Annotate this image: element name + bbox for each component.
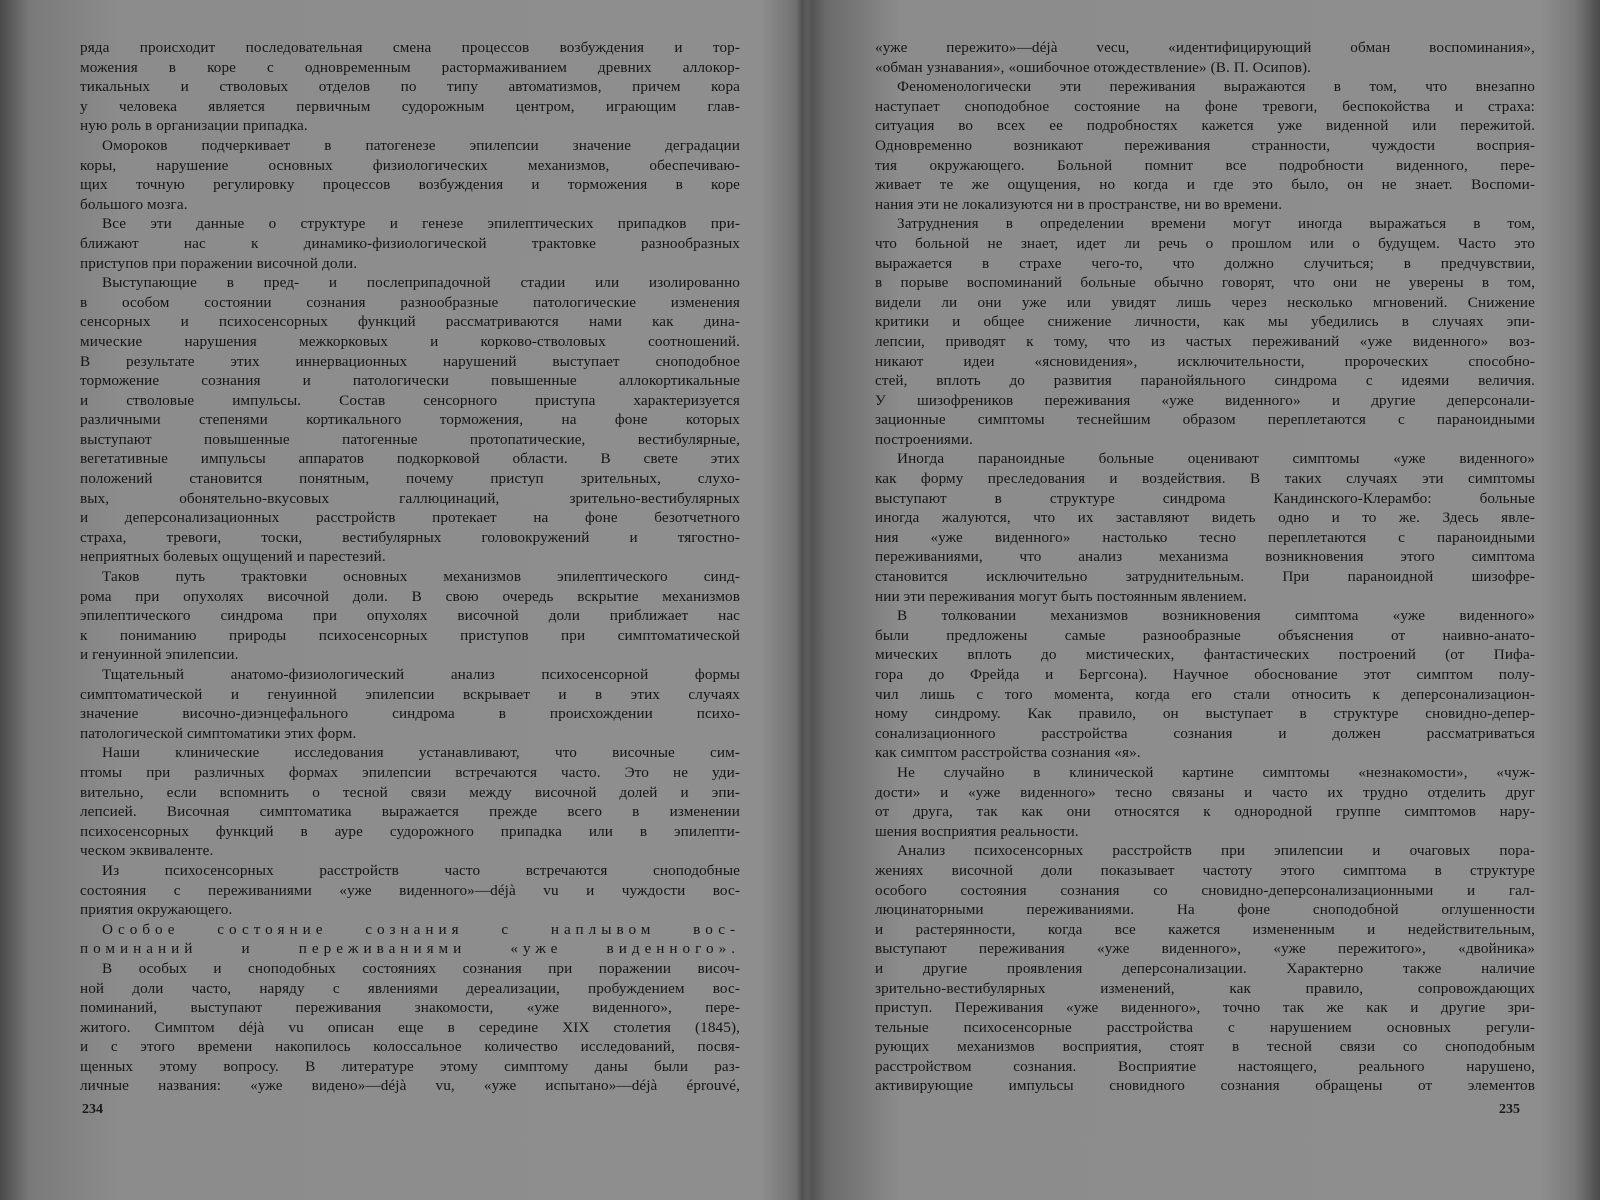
- text-line: к пониманию природы психосенсорных приступов при симптоматической: [80, 626, 740, 644]
- text-line: лепсией. Височная симптоматика выражается прежде всего в изменении: [80, 803, 740, 821]
- text-line: тельные психосенсорные расстройства с нарушением основных регули-: [875, 1018, 1535, 1036]
- text-line: видели ли они уже или увидят лишь через несколько мгновений. Снижение: [875, 293, 1535, 311]
- text-line: люцинаторными переживаниями. На фоне сноподобной оглушенности: [875, 901, 1535, 919]
- text-line: критики и общее снижение личности, как мы убедились в случаях эпи-: [875, 313, 1535, 331]
- text-line: тия окружающего. Больной помнит все подробности виденного, пере-: [875, 156, 1535, 174]
- text-line: и стволовые импульсы. Состав сенсорного приступа характеризуется: [80, 391, 740, 409]
- text-line: гора до Фрейда и Бергсона). Научное обоснование этот симптом полу-: [875, 666, 1535, 683]
- text-line: можения в коре с одновременным растормаживанием древних аллокор-: [80, 58, 740, 76]
- text-line: дости» и «уже виденного» тесно связаны и часто их трудно отделить друг: [875, 783, 1535, 801]
- text-line: выступают переживания «уже виденного», «уже пережитого», «двойника»: [875, 940, 1535, 958]
- text-line: птомы при различных формах эпилепсии встречаются часто. Это не уди-: [80, 763, 740, 781]
- text-line: большого мозга.: [80, 195, 188, 213]
- text-line: ситуация во всех ее подробностях кажется уже виденной или пережитой.: [875, 117, 1535, 135]
- text-line: шения восприятия реальности.: [875, 822, 1079, 840]
- text-line: выступают в структуре синдрома Кандинского-Клерамбо: больные: [875, 489, 1535, 507]
- text-line: Затруднения в определении времени могут иногда выражаться в том,: [897, 215, 1535, 233]
- left-page-text: [80, 38, 740, 1096]
- text-line: ную роль в организации припадка.: [80, 117, 308, 135]
- text-line: торможение сознания и патологически повышенные аллокортикальные: [80, 372, 740, 390]
- text-line: рующих механизмов восприятия, стоят в тесной связи со сноподобным: [875, 1038, 1535, 1056]
- text-line: Особое состояние сознания с наплывом вос-: [102, 920, 740, 938]
- text-line: неприятных болевых ощущений и парестезий.: [80, 548, 386, 566]
- text-line: щенных этому вопросу. В литературе этому симптому даны были раз-: [80, 1057, 740, 1075]
- text-line: патологической симптоматики этих форм.: [80, 724, 357, 742]
- text-line: щих точную регулировку процессов возбуждения и торможения в коре: [80, 176, 740, 194]
- text-line: активирующие импульсы сновидного сознания обращены от элементов: [875, 1077, 1535, 1095]
- text-line: у человека является первичным судорожным центром, играющим глав-: [80, 97, 740, 115]
- text-line: В результате этих иннервационных нарушений выступает сноподобное: [80, 352, 740, 370]
- text-line: поминаний, выступают переживания знакомости, «уже виденного», пере-: [80, 999, 740, 1017]
- text-line: Омороков подчеркивает в патогенезе эпилепсии значение деградации: [102, 136, 740, 154]
- text-line: поминаний и переживаниями «уже виденного».: [80, 940, 740, 958]
- text-line: были предложены самые разнообразные объяснения от наивно-анато-: [875, 626, 1535, 644]
- text-line: ному синдрому. Как правило, он выступает в структуре сновидно-депер-: [875, 705, 1535, 723]
- text-line: как форму преследования и воздействия. В таких случаях эти симптомы: [875, 470, 1535, 488]
- text-line: что больной не знает, идет ли речь о прошлом или о будущем. Часто это: [875, 234, 1535, 252]
- text-line: вительно, если вспомнить о тесной связи между височной долей и эпи-: [80, 783, 740, 801]
- text-line: психосенсорных функций в ауре судорожного припадка или в эпилепти-: [80, 822, 740, 840]
- text-line: ния «уже виденного» настолько тесно переплетаются с параноидными: [875, 528, 1535, 546]
- text-line: значение височно-диэнцефального синдрома в происхождении психо-: [80, 705, 740, 723]
- text-line: вых, обонятельно-вкусовых галлюцинаций, зрительно-вестибулярных: [80, 489, 740, 507]
- text-line: стей, вплоть до развития паранойяльного синдрома с идеями величия.: [875, 372, 1535, 390]
- text-line: различными степенями кортикального торможения, на фоне которых: [80, 411, 740, 429]
- text-line: страха, тревоги, тоски, вестибулярных головокружений и тягостно-: [80, 528, 740, 546]
- left-page: [60, 28, 760, 1178]
- text-line: вегетативные импульсы аппаратов подкорковой области. В свете этих: [80, 450, 740, 468]
- text-line: зационные симптомы теснейшим образом переплетаются с параноидными: [875, 411, 1535, 429]
- text-line: живает те же ощущения, но когда и где это было, он не знает. Воспоми-: [875, 176, 1535, 194]
- text-line: ной доли часто, наряду с явлениями дереализации, пробуждением вос-: [80, 979, 740, 997]
- text-line: Выступающие в пред- и послеприпадочной стадии или изолированно: [102, 274, 740, 292]
- right-page: [850, 28, 1550, 1178]
- text-line: нии эти переживания могут быть постоянным явлением.: [875, 587, 1247, 605]
- text-line: и растерянности, когда все кажется измененным и недействительным,: [875, 920, 1535, 938]
- text-line: «уже пережито»—déjà vecu, «идентифицирующий обман воспоминания»,: [875, 39, 1535, 56]
- text-line: сонализационного расстройства сознания и должен рассматриваться: [875, 724, 1535, 742]
- text-line: Анализ психосенсорных расстройств при эпилепсии и очаговых пора-: [897, 842, 1535, 860]
- right-page-number: 235: [1499, 1102, 1520, 1117]
- text-line: мических вплоть до мистических, фантастических построений (от Пифа-: [875, 646, 1535, 664]
- right-page-text: [875, 38, 1535, 1096]
- text-line: иногда жалуются, что их заставляют видеть одно и то же. Здесь явле-: [875, 509, 1535, 527]
- text-line: тикальных и стволовых отделов по типу автоматизмов, причем кора: [80, 78, 740, 96]
- text-line: и деперсонализационных расстройств протекает на фоне безотчетного: [80, 509, 740, 527]
- left-page-number: 234: [82, 1102, 103, 1117]
- text-line: приступов при поражении височной доли.: [80, 254, 358, 272]
- text-line: Все эти данные о структуре и генезе эпилептических припадков при-: [102, 215, 740, 233]
- text-line: Не случайно в клинической картине симптомы «незнакомости», «чуж-: [897, 763, 1535, 781]
- text-line: сенсорных и психосенсорных функций рассматриваются нами как дина-: [80, 313, 740, 331]
- text-line: В толковании механизмов возникновения симптома «уже виденного»: [897, 607, 1535, 625]
- text-line: «обман узнавания», «ошибочное отождествление» (В. П. Осипов).: [875, 58, 1312, 76]
- text-line: мические нарушения межкорковых и корково-стволовых соотношений.: [80, 332, 740, 350]
- text-line: и другие проявления деперсонализации. Характерно также наличие: [875, 959, 1535, 977]
- text-line: Таков путь трактовки основных механизмов эпилептического синд-: [102, 568, 740, 586]
- text-line: Из психосенсорных расстройств часто встречаются сноподобные: [102, 861, 740, 879]
- text-line: нания эти не локализуются ни в пространстве, ни во времени.: [875, 195, 1283, 213]
- text-line: Одновременно возникают переживания странности, чуждости восприя-: [875, 136, 1535, 154]
- text-line: Тщательный анатомо-физиологический анализ психосенсорной формы: [102, 666, 740, 683]
- text-line: личные названия: «уже видено»—déjà vu, «уже испытано»—déjà éprouvé,: [80, 1077, 740, 1095]
- text-line: особого состояния сознания со сновидно-деперсонализационными и гал-: [875, 881, 1535, 899]
- text-line: выступают повышенные патогенные протопатические, вестибулярные,: [80, 430, 740, 448]
- text-line: состояния с переживаниями «уже виденного»—déjà vu и чуждости вос-: [80, 881, 740, 899]
- text-line: выражается в страхе чего-то, что должно случиться; в предчувствии,: [875, 254, 1535, 272]
- text-line: от друга, так как они относятся к однородной группе симптомов нару-: [875, 803, 1535, 821]
- text-line: рома при опухолях височной доли. В свою очередь вскрытие механизмов: [80, 587, 740, 605]
- text-line: коры, нарушение основных физиологических механизмов, обеспечиваю-: [80, 156, 740, 174]
- text-line: никают идеи «ясновидения», исключительности, пророческих способно-: [875, 352, 1535, 370]
- book-gutter: [796, 0, 808, 1200]
- text-line: житого. Симптом déjà vu описан еще в середине XIX столетия (1845),: [80, 1018, 740, 1036]
- text-line: ряда происходит последовательная смена процессов возбуждения и тор-: [80, 39, 740, 56]
- text-line: чил лишь с того момента, когда его стали относить к деперсонализацион-: [875, 685, 1535, 703]
- text-line: и с этого времени накопилось колоссальное количество исследований, посвя-: [80, 1038, 740, 1056]
- text-line: построениями.: [875, 430, 973, 448]
- text-line: становится исключительно затруднительным. При параноидной шизофре-: [875, 568, 1535, 586]
- text-line: зрительно-вестибулярных изменений, как правило, сопровождающих: [875, 979, 1535, 997]
- text-line: Наши клинические исследования устанавливают, что височные сим-: [102, 744, 740, 762]
- text-line: В особых и сноподобных состояниях сознания при поражении височ-: [102, 959, 740, 977]
- text-line: лепсии, приводят к тому, что из частых переживаний «уже виденного» воз-: [875, 332, 1535, 350]
- text-line: положений становится понятным, почему приступ зрительных, слухо-: [80, 470, 740, 488]
- text-line: приступ. Переживания «уже виденного», точно так же как и другие зри-: [875, 999, 1535, 1017]
- text-line: жениях височной доли показывает частоту этого симптома в структуре: [875, 861, 1535, 879]
- text-line: Феноменологически эти переживания выражаются в том, что внезапно: [897, 78, 1535, 96]
- text-line: эпилептического синдрома при опухолях височной доли приближает нас: [80, 607, 740, 625]
- text-line: расстройством сознания. Восприятие настоящего, реального нарушено,: [875, 1057, 1535, 1075]
- text-line: ческом эквиваленте.: [80, 842, 214, 860]
- text-line: и генуинной эпилепсии.: [80, 646, 239, 664]
- text-line: наступает сноподобное состояние на фоне тревоги, беспокойства и страха:: [875, 97, 1535, 115]
- text-line: как симптом расстройства сознания «я».: [875, 744, 1141, 762]
- text-line: приятия окружающего.: [80, 901, 233, 919]
- text-line: в порыве воспоминаний больные обычно говорят, что они не уверены в том,: [875, 274, 1535, 292]
- text-line: переживаниями, что анализ механизма возникновения этого симптома: [875, 548, 1535, 566]
- text-line: У шизофреников переживания «уже виденного» и другие деперсонали-: [875, 391, 1535, 409]
- text-line: ближают нас к динамико-физиологической трактовке разнообразных: [80, 234, 740, 252]
- text-line: в особом состоянии сознания разнообразные патологические изменения: [80, 293, 740, 311]
- text-line: Иногда параноидные больные оценивают симптомы «уже виденного»: [897, 450, 1535, 468]
- text-line: симптоматической и генуинной эпилепсии вскрывает и в этих случаях: [80, 685, 740, 703]
